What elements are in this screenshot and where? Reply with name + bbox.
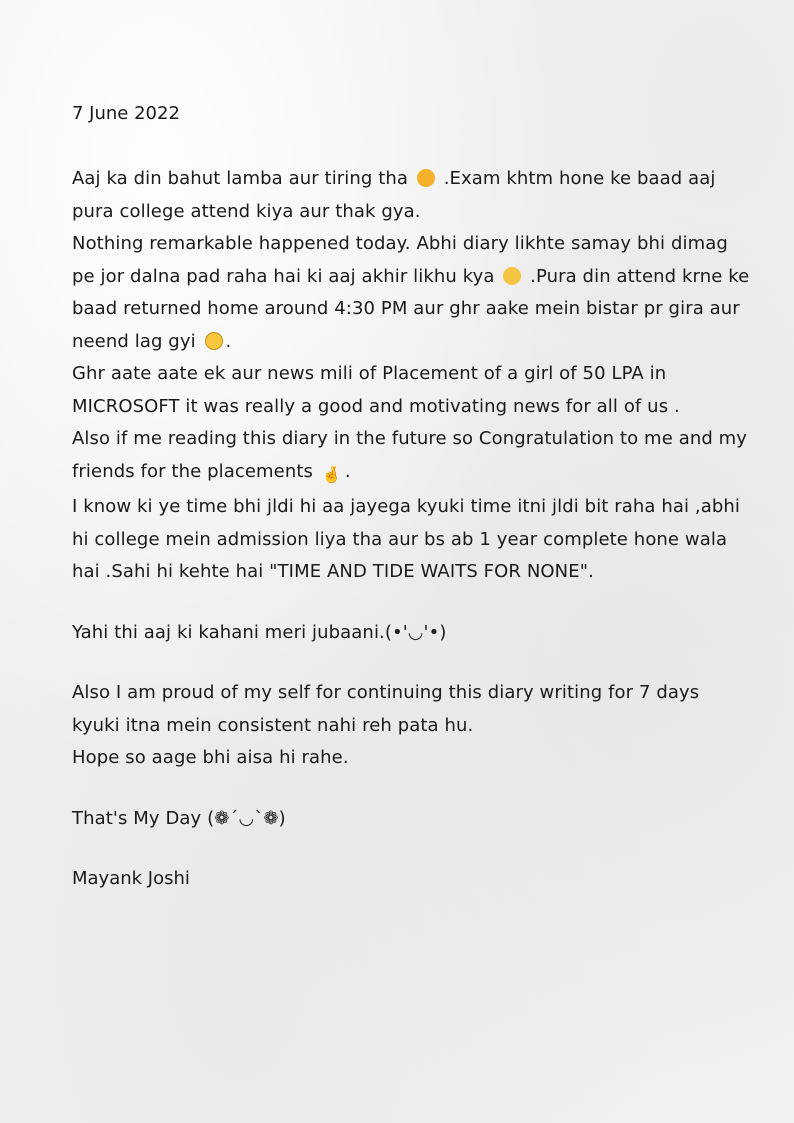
paragraph-2 [72,228,752,358]
paragraph-4 [72,423,752,491]
diary-page [72,98,752,895]
paragraph-1-text-a: Aaj ka din bahut lamba aur tiring tha [72,168,409,189]
paragraph-5: I know ki ye time bhi jldi hi aa jayega kyuki time itni jldi bit raha hai ,abhi hi college mein admission liya tha aur bs ab 1 year complete hone wala hai .Sahi hi kehte hai "TIME AND TIDE WAITS FOR NONE". [72,496,741,582]
signature: Mayank Joshi [72,868,190,889]
closing-line: That's My Day (❁´◡`❁) [72,807,286,829]
sleepy-face-icon [417,169,435,187]
spacer [72,649,752,677]
thinking-face-icon [503,267,521,285]
paragraph-8: Hope so aage bhi aisa hi rahe. [72,747,349,768]
spacer [72,130,752,163]
spacer [72,835,752,863]
crossed-fingers-icon: 🤞 [321,464,342,484]
paragraph-2-text-a: Nothing remarkable happened today. Abhi diary likhte samay bhi dimag pe jor dalna pad raha hai ki aaj akhir likhu kya [72,233,728,287]
paragraph-2-text-b: .Pura din attend krne ke baad returned home around 4:30 PM aur ghr aake mein bistar pr gira aur neend lag gyi [72,265,750,352]
spacer [72,589,752,617]
paragraph-2-text-c: . [225,330,232,352]
paragraph-7: Also I am proud of my self for continuing this diary writing for 7 days kyuki itna mein consistent nahi reh pata hu. [72,682,700,736]
paragraph-1 [72,163,752,228]
entry-date: 7 June 2022 [72,103,180,124]
spacer [72,775,752,803]
paragraph-4-text-b: . [344,460,351,482]
paragraph-3: Ghr aate aate ek aur news mili of Placement of a girl of 50 LPA in MICROSOFT it was really a good and motivating news for all of us . [72,363,680,417]
paragraph-1-text-b: .Exam khtm hone ke baad aaj pura college attend kiya aur thak gya. [72,168,716,222]
paragraph-4-text-a: Also if me reading this diary in the future so Congratulation to me and my friends for the placements [72,428,748,482]
paragraph-6: Yahi thi aaj ki kahani meri jubaani.(•'◡'•) [72,621,447,643]
grinning-face-icon [205,332,223,350]
